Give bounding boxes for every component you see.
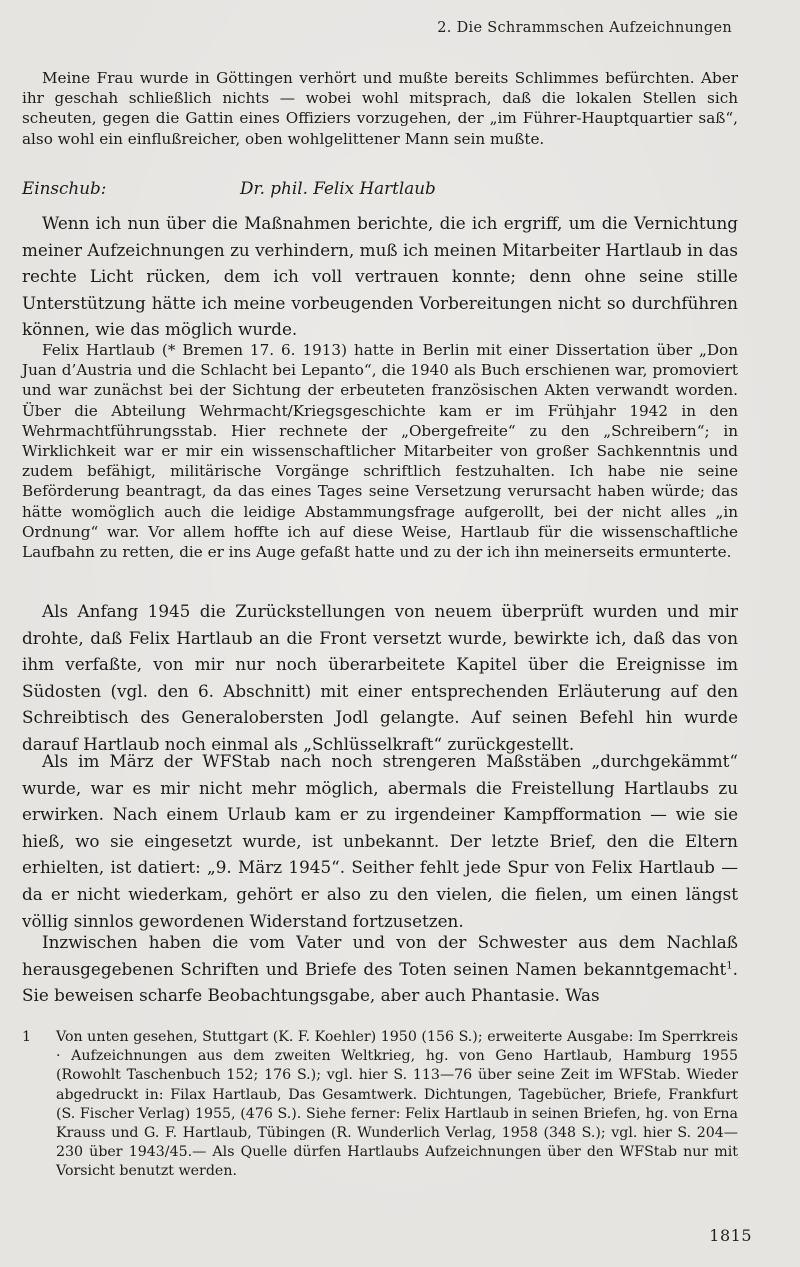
footnote-reference[interactable]: 1 xyxy=(726,960,733,971)
paragraph-wife-interrogation: Meine Frau wurde in Göttingen verhört und mußte bereits Schlimmes befürchten. Aber ihr geschah schließlich nichts — wobei wohl mitsprach, daß die lokalen Stellen sich scheuten, gegen die Gattin eines Offiziers vorzugehen, der „im Führer-Hauptquartier saß“, also wohl ein einflußreicher, oben wohlgelittener Mann sein mußte. xyxy=(22,69,738,148)
insert-heading xyxy=(22,176,738,200)
paragraph-publications-tail: . Sie beweisen scharfe Beobachtungsgabe, aber auch Phantasie. Was xyxy=(22,958,738,1006)
paragraph-publications xyxy=(22,929,738,1009)
paragraph-march-1945: Als im März der WFStab nach noch strengeren Maßstäben „durchgekämmt“ wurde, war es mir nicht mehr möglich, abermals die Freistellung Hartlaubs zu erwirken. Nach einem Urlaub kam er zu irgendeiner Kampfformation — wie sie hieß, wo sie eingesetzt wurde, ist unbekannt. Der letzte Brief, den die Eltern erhielten, ist datiert: „9. März 1945“. Seither fehlt jede Spur von Felix Hartlaub — da er nicht wiederkam, gehört er also zu den vielen, die fielen, um einen längst völlig sinnlos gewordenen Widerstand fortzusetzen. xyxy=(22,751,738,931)
paragraph-hartlaub-biography: Felix Hartlaub (* Bremen 17. 6. 1913) hatte in Berlin mit einer Dissertation über „Don Juan d’Austria und die Schlacht bei Lepanto“, die 1940 als Buch erschienen war, promoviert und war zunächst bei der Sichtung der erbeuteten französischen Akten verwandt worden. Über die Abteilung Wehrmacht/Kriegsgeschichte kam er im Frühjahr 1942 in den Wehrmachtführungsstab. Hier rechnete der „Obergefreite“ zu den „Schreibern“; in Wirklichkeit war er mir ein wissenschaftlicher Mitarbeiter von großer Sachkenntnis und zudem befähigt, militärische Vorgänge schriftlich festzuhalten. Ich habe nie seine Beförderung beantragt, da das eines Tages seine Versetzung verursacht haben würde; das hätte womöglich auch die leidige Abstammungsfrage aufgerollt, bei der nicht alles „in Ordnung“ war. Vor allem hoffte ich auf diese Weise, Hartlaub für die wissenschaftliche Laufbahn zu retten, die er ins Auge gefaßt hatte und zu der ich ihn meinerseits ermunterte. xyxy=(22,341,738,562)
insert-label: Einschub: xyxy=(22,178,107,198)
footnote-text: Von unten gesehen, Stuttgart (K. F. Koehler) 1950 (156 S.); erweiterte Ausgabe: Im Sperrkreis · Aufzeichnungen aus dem zweiten Weltkrieg, hg. von Geno Hartlaub, Hamburg 1955 (Rowohlt Taschenbuch 152; 176 S.); vgl. hier S. 113—76 über seine Zeit im WFStab. Wieder abgedruckt in: Filax Hartlaub, Das Gesamtwerk. Dichtungen, Tagebücher, Briefe, Frankfurt (S. Fischer Verlag) 1955, (476 S.). Siehe ferner: Felix Hartlaub in seinen Briefen, hg. von Erna Krauss und G. F. Hartlaub, Tübingen (R. Wunderlich Verlag, 1958 (348 S.); vgl. hier S. 204—230 über 1943/45.— Als Quelle dürfen Hartlaubs Aufzeichnungen über den WFStab nur mit Vorsicht benutzt werden. xyxy=(56,1029,738,1180)
footnote-number: 1 xyxy=(22,1029,32,1045)
page-number: 1815 xyxy=(709,1226,752,1245)
paragraph-publications-text: Inzwischen haben die vom Vater und von der Schwester aus dem Nachlaß herausgegebenen Schriften und Briefe des Toten seinen Namen bekanntgemacht xyxy=(22,932,738,979)
paragraph-early-1945: Als Anfang 1945 die Zurückstellungen von neuem überprüft wurden und mir drohte, daß Felix Hartlaub an die Front versetzt wurde, bewirkte ich, daß das von ihm verfaßte, von mir nur noch überarbeitete Kapitel über die Ereignisse im Südosten (vgl. den 6. Abschnitt) mit einer entsprechenden Erläuterung auf den Schreibtisch des Generalobersten Jodl gelangte. Auf seinen Befehl hin wurde darauf Hartlaub noch einmal als „Schlüsselkraft“ zurückgestellt. xyxy=(22,601,738,754)
running-head: 2. Die Schrammschen Aufzeichnungen xyxy=(437,20,732,36)
paragraph-measures: Wenn ich nun über die Maßnahmen berichte, die ich ergriff, um die Vernichtung meiner Aufzeichnungen zu verhindern, muß ich meinen Mitarbeiter Hartlaub in das rechte Licht rücken, dem ich voll vertrauen konnte; denn ohne seine stille Unterstützung hätte ich meine vorbeugenden Vorbereitungen nicht so durchführen können, wie das möglich wurde. xyxy=(22,213,738,340)
insert-title: Dr. phil. Felix Hartlaub xyxy=(240,178,436,198)
footnotes xyxy=(22,1028,738,1182)
footnote xyxy=(22,1028,738,1182)
